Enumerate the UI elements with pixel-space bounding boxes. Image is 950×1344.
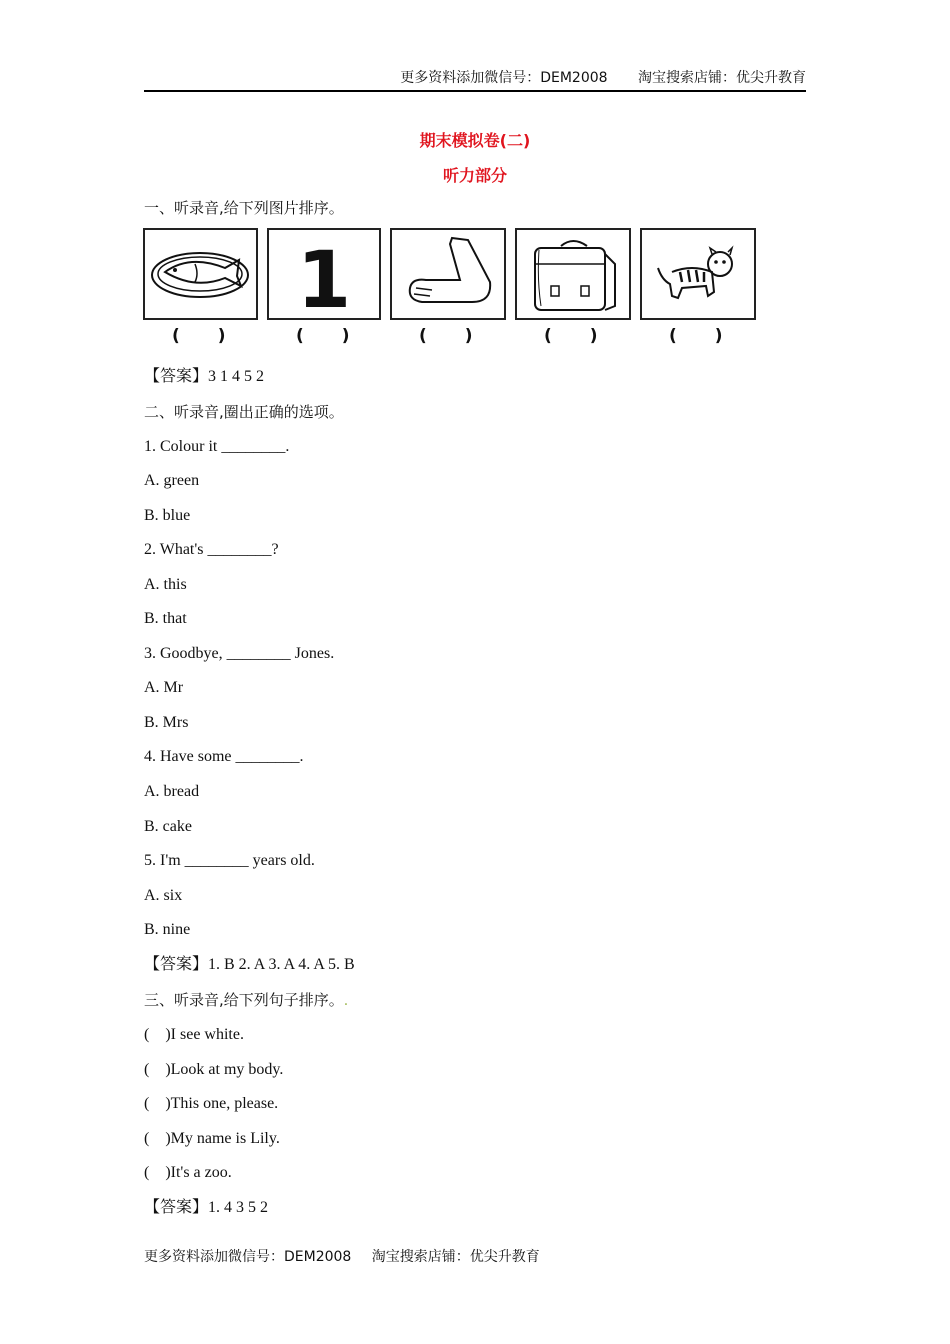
sentence-1[interactable]: ( )I see white. [144,1026,244,1043]
fish-picture [143,228,258,320]
dot-mark: . [343,993,349,1009]
paren-close: ) [589,326,598,346]
arm-icon [392,230,504,318]
page-footer [144,1246,540,1266]
question-2-option-a[interactable]: A. this [144,576,187,593]
section3-heading-text: 三、听录音,给下列句子排序。 [144,991,344,1009]
section1-heading: 一、听录音,给下列图片排序。 [144,199,344,217]
question-3: 3. Goodbye, ________ Jones. [144,645,335,662]
tiger-icon [642,230,754,318]
question-3-option-a[interactable]: A. Mr [144,679,184,696]
number-one-glyph: 1 [296,236,352,318]
sentence-5[interactable]: ( )It's a zoo. [144,1164,232,1181]
section3-heading [144,990,348,1011]
school-bag-icon [517,230,629,318]
fish-icon [145,230,256,318]
question-4-option-b[interactable]: B. cake [144,818,192,835]
sentence-3[interactable]: ( )This one, please. [144,1095,279,1112]
picture-3-blank[interactable] [419,326,473,346]
arm-picture [390,228,506,320]
question-4: 4. Have some ________. [144,748,304,765]
paren-open: ( [669,326,677,346]
question-5-option-a[interactable]: A. six [144,887,183,904]
question-2: 2. What's ________? [144,541,279,558]
paren-close: ) [714,326,723,346]
section1-answer: 【答案】3 1 4 5 2 [144,368,265,385]
tiger-picture [640,228,756,320]
header-wechat: 更多资料添加微信号：DEM2008 [400,70,608,86]
footer-shop: 淘宝搜索店铺：优尖升教育 [371,1249,540,1265]
paren-open: ( [296,326,304,346]
question-5-option-b[interactable]: B. nine [144,921,191,938]
question-1: 1. Colour it ________. [144,438,290,455]
section2-heading: 二、听录音,圈出正确的选项。 [144,403,344,421]
question-2-option-b[interactable]: B. that [144,610,187,627]
question-4-option-a[interactable]: A. bread [144,783,200,800]
page-title: 期末模拟卷(二) [419,131,531,150]
header-shop: 淘宝搜索店铺：优尖升教育 [638,70,806,86]
footer-wechat: 更多资料添加微信号：DEM2008 [144,1249,352,1265]
number-one-icon [269,230,379,318]
question-1-option-b[interactable]: B. blue [144,507,191,524]
paren-open: ( [419,326,427,346]
picture-4-blank[interactable] [544,326,598,346]
picture-1-blank[interactable] [172,326,226,346]
bag-picture [515,228,631,320]
paren-open: ( [544,326,552,346]
section3-answer: 【答案】1. 4 3 5 2 [144,1199,269,1216]
question-5: 5. I'm ________ years old. [144,852,315,869]
sentence-2[interactable]: ( )Look at my body. [144,1061,284,1078]
sentence-4[interactable]: ( )My name is Lily. [144,1130,280,1147]
paren-open: ( [172,326,180,346]
page-header [144,68,806,92]
number-one-picture [267,228,381,320]
picture-5-blank[interactable] [669,326,723,346]
paren-close: ) [464,326,473,346]
picture-2-blank[interactable] [296,326,350,346]
paren-close: ) [341,326,350,346]
page-subtitle: 听力部分 [442,166,507,185]
section2-answer: 【答案】1. B 2. A 3. A 4. A 5. B [144,956,355,973]
question-3-option-b[interactable]: B. Mrs [144,714,189,731]
paren-close: ) [217,326,226,346]
question-1-option-a[interactable]: A. green [144,472,200,489]
